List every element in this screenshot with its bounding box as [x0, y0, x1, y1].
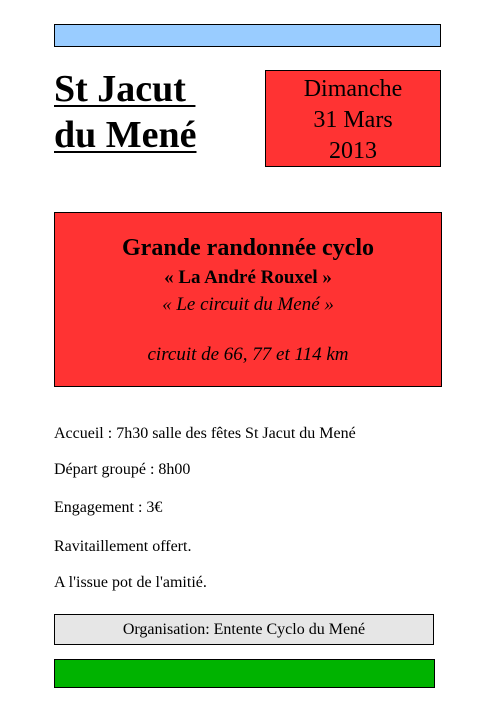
info-refreshments: Ravitaillement offert. — [54, 538, 192, 555]
event-box — [54, 212, 442, 387]
event-title: Grande randonnée cyclo — [122, 235, 374, 261]
info-fee: Engagement : 3€ — [54, 499, 163, 516]
event-circuit-name: « Le circuit du Mené » — [162, 294, 334, 315]
info-departure: Départ groupé : 8h00 — [54, 461, 191, 478]
date-day: Dimanche — [303, 76, 403, 102]
bottom-color-bar — [54, 659, 435, 688]
date-year: 2013 — [329, 138, 377, 164]
town-title-line1: St Jacut — [54, 68, 196, 110]
top-color-bar — [54, 24, 441, 47]
organisation-text: Organisation: Entente Cyclo du Mené — [122, 621, 366, 638]
town-title — [54, 66, 197, 158]
town-title-line2: du Mené — [54, 114, 197, 156]
date-day-month: 31 Mars — [313, 107, 393, 133]
event-name: « La André Rouxel » — [164, 267, 332, 288]
event-distances: circuit de 66, 77 et 114 km — [147, 344, 349, 365]
organisation-box — [54, 614, 434, 645]
info-reception: A l'issue pot de l'amitié. — [54, 574, 207, 591]
info-welcome: Accueil : 7h30 salle des fêtes St Jacut du Mené — [54, 425, 356, 442]
date-box — [265, 70, 441, 167]
